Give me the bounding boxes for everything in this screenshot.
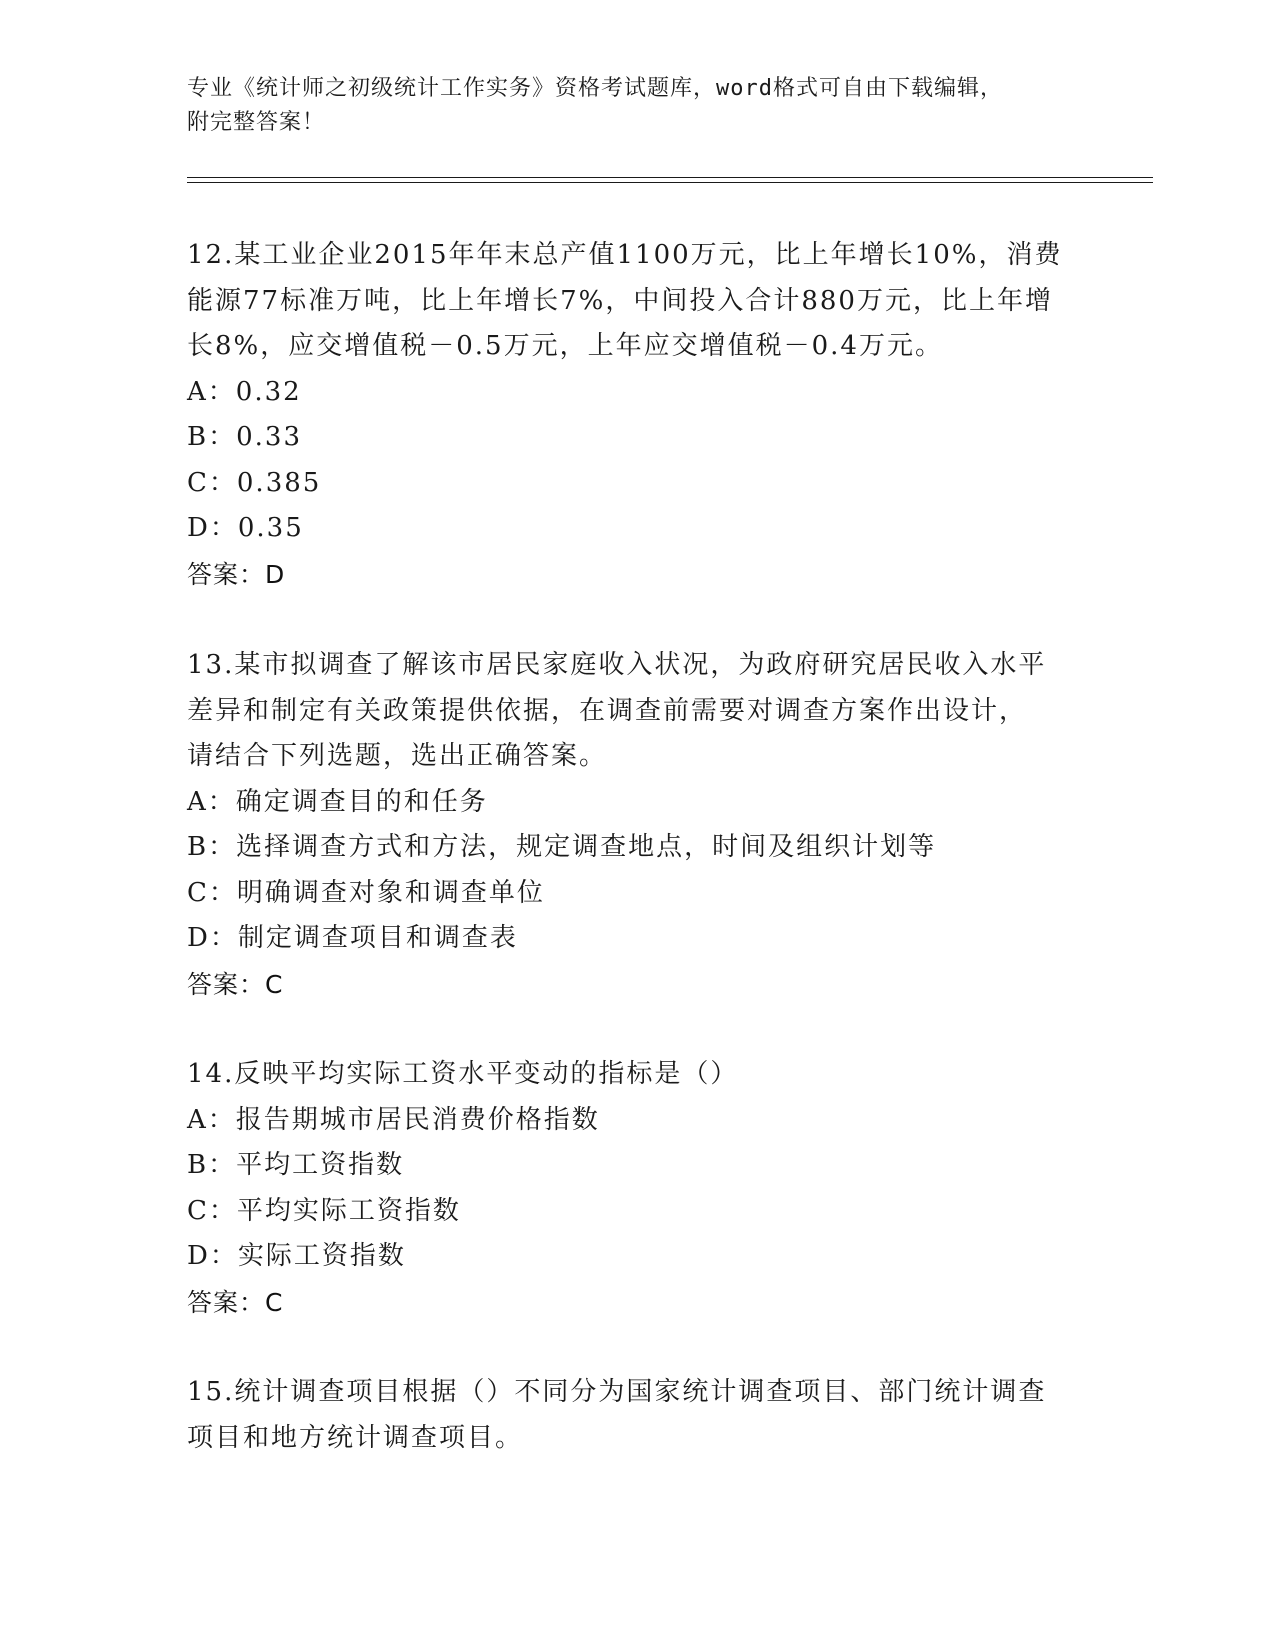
option-d: D：制定调查项目和调查表	[187, 923, 518, 953]
header-divider-top	[187, 177, 1153, 178]
option-b: B：平均工资指数	[187, 1150, 405, 1180]
option-a: A：0.32	[187, 376, 302, 407]
option-c: C：明确调查对象和调查单位	[187, 877, 545, 908]
answer: 答案：D	[187, 559, 286, 589]
question-text: 13.某市拟调查了解该市居民家庭收入状况，为政府研究居民收入水平 差异和制定有关政策提供依据，在调查前需要对调查方案作出设计， 请结合下列选题，选出正确答案。	[187, 650, 1047, 771]
answer: 答案：C	[187, 1287, 284, 1317]
header-line-1: 专业《统计师之初级统计工作实务》资格考试题库，word格式可自由下载编辑，	[187, 76, 1003, 101]
answer: 答案：C	[187, 969, 284, 999]
option-c: C：平均实际工资指数	[187, 1195, 461, 1226]
question-14	[187, 1052, 1087, 1325]
question-12	[187, 233, 1087, 597]
header-line-2: 附完整答案！	[187, 110, 326, 135]
option-a: A：确定调查目的和任务	[187, 786, 488, 817]
question-text: 12.某工业企业2015年年末总产值1100万元，比上年增长10%，消费 能源77标准万吨，比上年增长7%，中间投入合计880万元，比上年增 长8%，应交增值税－0.5万元，上年应交增值税－0.4万元。	[187, 240, 1063, 361]
option-b: B：0.33	[187, 422, 302, 452]
option-d: D：实际工资指数	[187, 1241, 406, 1271]
header-divider-bottom	[187, 182, 1153, 183]
option-b: B：选择调查方式和方法，规定调查地点，时间及组织计划等	[187, 832, 937, 862]
option-a: A：报告期城市居民消费价格指数	[187, 1104, 600, 1135]
question-text: 14.反映平均实际工资水平变动的指标是（）	[187, 1059, 739, 1089]
document-header	[187, 72, 1087, 140]
option-c: C：0.385	[187, 467, 322, 498]
question-13	[187, 643, 1087, 1007]
question-15	[187, 1370, 1087, 1461]
question-text: 15.统计调查项目根据（）不同分为国家统计调查项目、部门统计调查 项目和地方统计调查项目。	[187, 1377, 1047, 1453]
option-d: D：0.35	[187, 513, 304, 543]
